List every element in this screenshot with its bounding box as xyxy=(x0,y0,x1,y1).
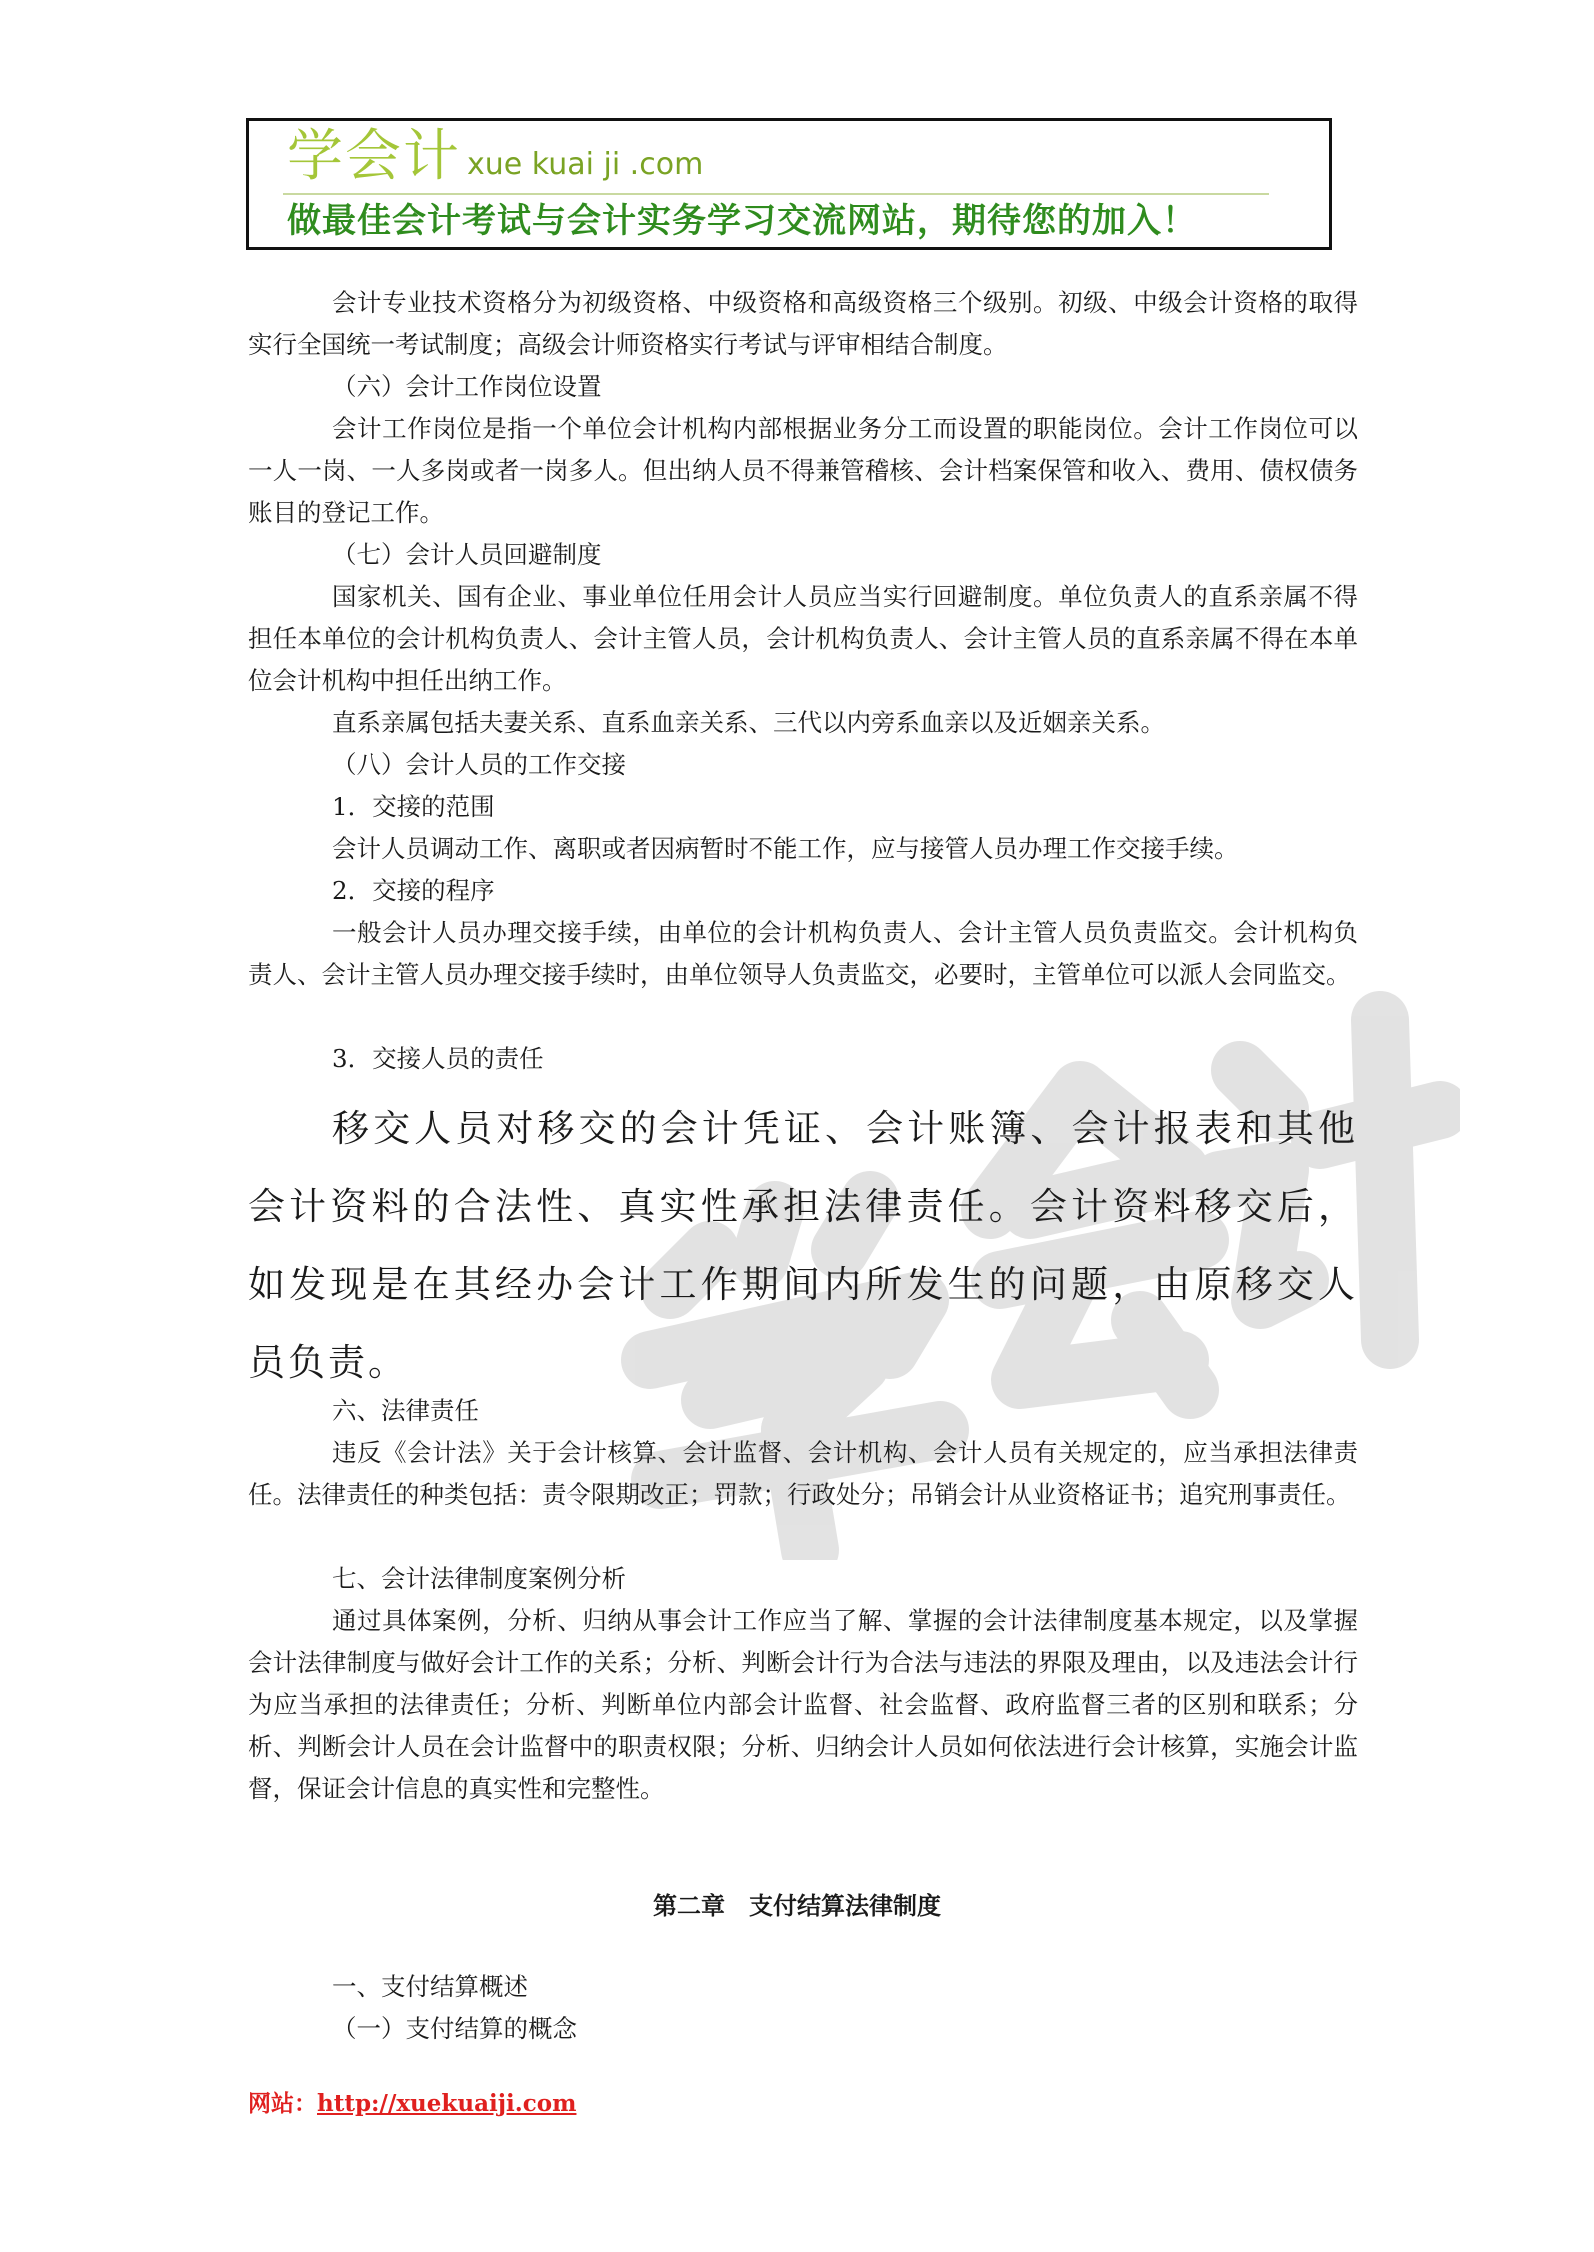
site-logo: 学会计 xyxy=(287,124,461,189)
paragraph-post-setup: 会计工作岗位是指一个单位会计机构内部根据业务分工而设置的职能岗位。会计工作岗位可以一人一岗、一人多岗或者一岗多人。但出纳人员不得兼管稽核、会计档案保管和收入、费用、债权债务账目的登记工作。 xyxy=(248,414,1358,527)
footer-label: 网站： xyxy=(248,2090,317,2117)
paragraph-case-analysis: 通过具体案例，分析、归纳从事会计工作应当了解、掌握的会计法律制度基本规定，以及掌握会计法律制度与做好会计工作的关系；分析、判断会计行为合法与违法的界限及理由，以及违法会计行为应当承担的法律责任；分析、判断单位内部会计监督、社会监督、政府监督三者的区别和联系；分析、判断会计人员在会计监督中的职责权限；分析、归纳会计人员如何依法进行会计核算，实施会计监督，保证会计信息的真实性和完整性。 xyxy=(248,1606,1358,1803)
paragraph-handover-responsibility: 移交人员对移交的会计凭证、会计账簿、会计报表和其他会计资料的合法性、真实性承担法律责任。会计资料移交后，如发现是在其经办会计工作期间内所发生的问题，由原移交人员负责。 xyxy=(248,1107,1358,1384)
heading-handover-scope: 1．交接的范围 xyxy=(332,792,495,821)
heading-post-setup: （六）会计工作岗位设置 xyxy=(332,372,602,401)
paragraph-handover-procedure: 一般会计人员办理交接手续，由单位的会计机构负责人、会计主管人员负责监交。会计机构负责人、会计主管人员办理交接手续时，由单位领导人负责监交，必要时，主管单位可以派人会同监交。 xyxy=(248,918,1358,989)
paragraph-avoidance: 国家机关、国有企业、事业单位任用会计人员应当实行回避制度。单位负责人的直系亲属不得担任本单位的会计机构负责人、会计主管人员，会计机构负责人、会计主管人员的直系亲属不得在本单位会计机构中担任出纳工作。 xyxy=(248,582,1358,695)
heading-payment-overview: 一、支付结算概述 xyxy=(332,1972,528,2001)
paragraph-relatives: 直系亲属包括夫妻关系、直系血亲关系、三代以内旁系血亲以及近姻亲关系。 xyxy=(332,708,1165,737)
heading-handover-responsibility: 3．交接人员的责任 xyxy=(332,1044,544,1073)
heading-payment-concept: （一）支付结算的概念 xyxy=(332,2014,577,2043)
chapter-title: 第二章 支付结算法律制度 xyxy=(653,1892,941,1920)
paragraph-qualification: 会计专业技术资格分为初级资格、中级资格和高级资格三个级别。初级、中级会计资格的取得实行全国统一考试制度；高级会计师资格实行考试与评审相结合制度。 xyxy=(248,288,1358,359)
site-slogan: 做最佳会计考试与会计实务学习交流网站，期待您的加入！ xyxy=(287,201,1197,241)
site-logo-domain: xue kuai ji .com xyxy=(467,147,704,182)
heading-avoidance: （七）会计人员回避制度 xyxy=(332,540,602,569)
paragraph-legal-liability: 违反《会计法》关于会计核算、会计监督、会计机构、会计人员有关规定的，应当承担法律责任。法律责任的种类包括：责令限期改正；罚款；行政处分；吊销会计从业资格证书；追究刑事责任。 xyxy=(248,1438,1358,1509)
heading-legal-liability: 六、法律责任 xyxy=(332,1396,479,1425)
footer-link[interactable]: http://xuekuaiji.com xyxy=(317,2090,577,2117)
footer-website xyxy=(248,2086,576,2122)
heading-handover-procedure: 2．交接的程序 xyxy=(332,876,495,905)
heading-handover: （八）会计人员的工作交接 xyxy=(332,750,626,779)
heading-case-analysis: 七、会计法律制度案例分析 xyxy=(332,1564,626,1593)
paragraph-handover-scope: 会计人员调动工作、离职或者因病暂时不能工作，应与接管人员办理工作交接手续。 xyxy=(332,834,1239,863)
